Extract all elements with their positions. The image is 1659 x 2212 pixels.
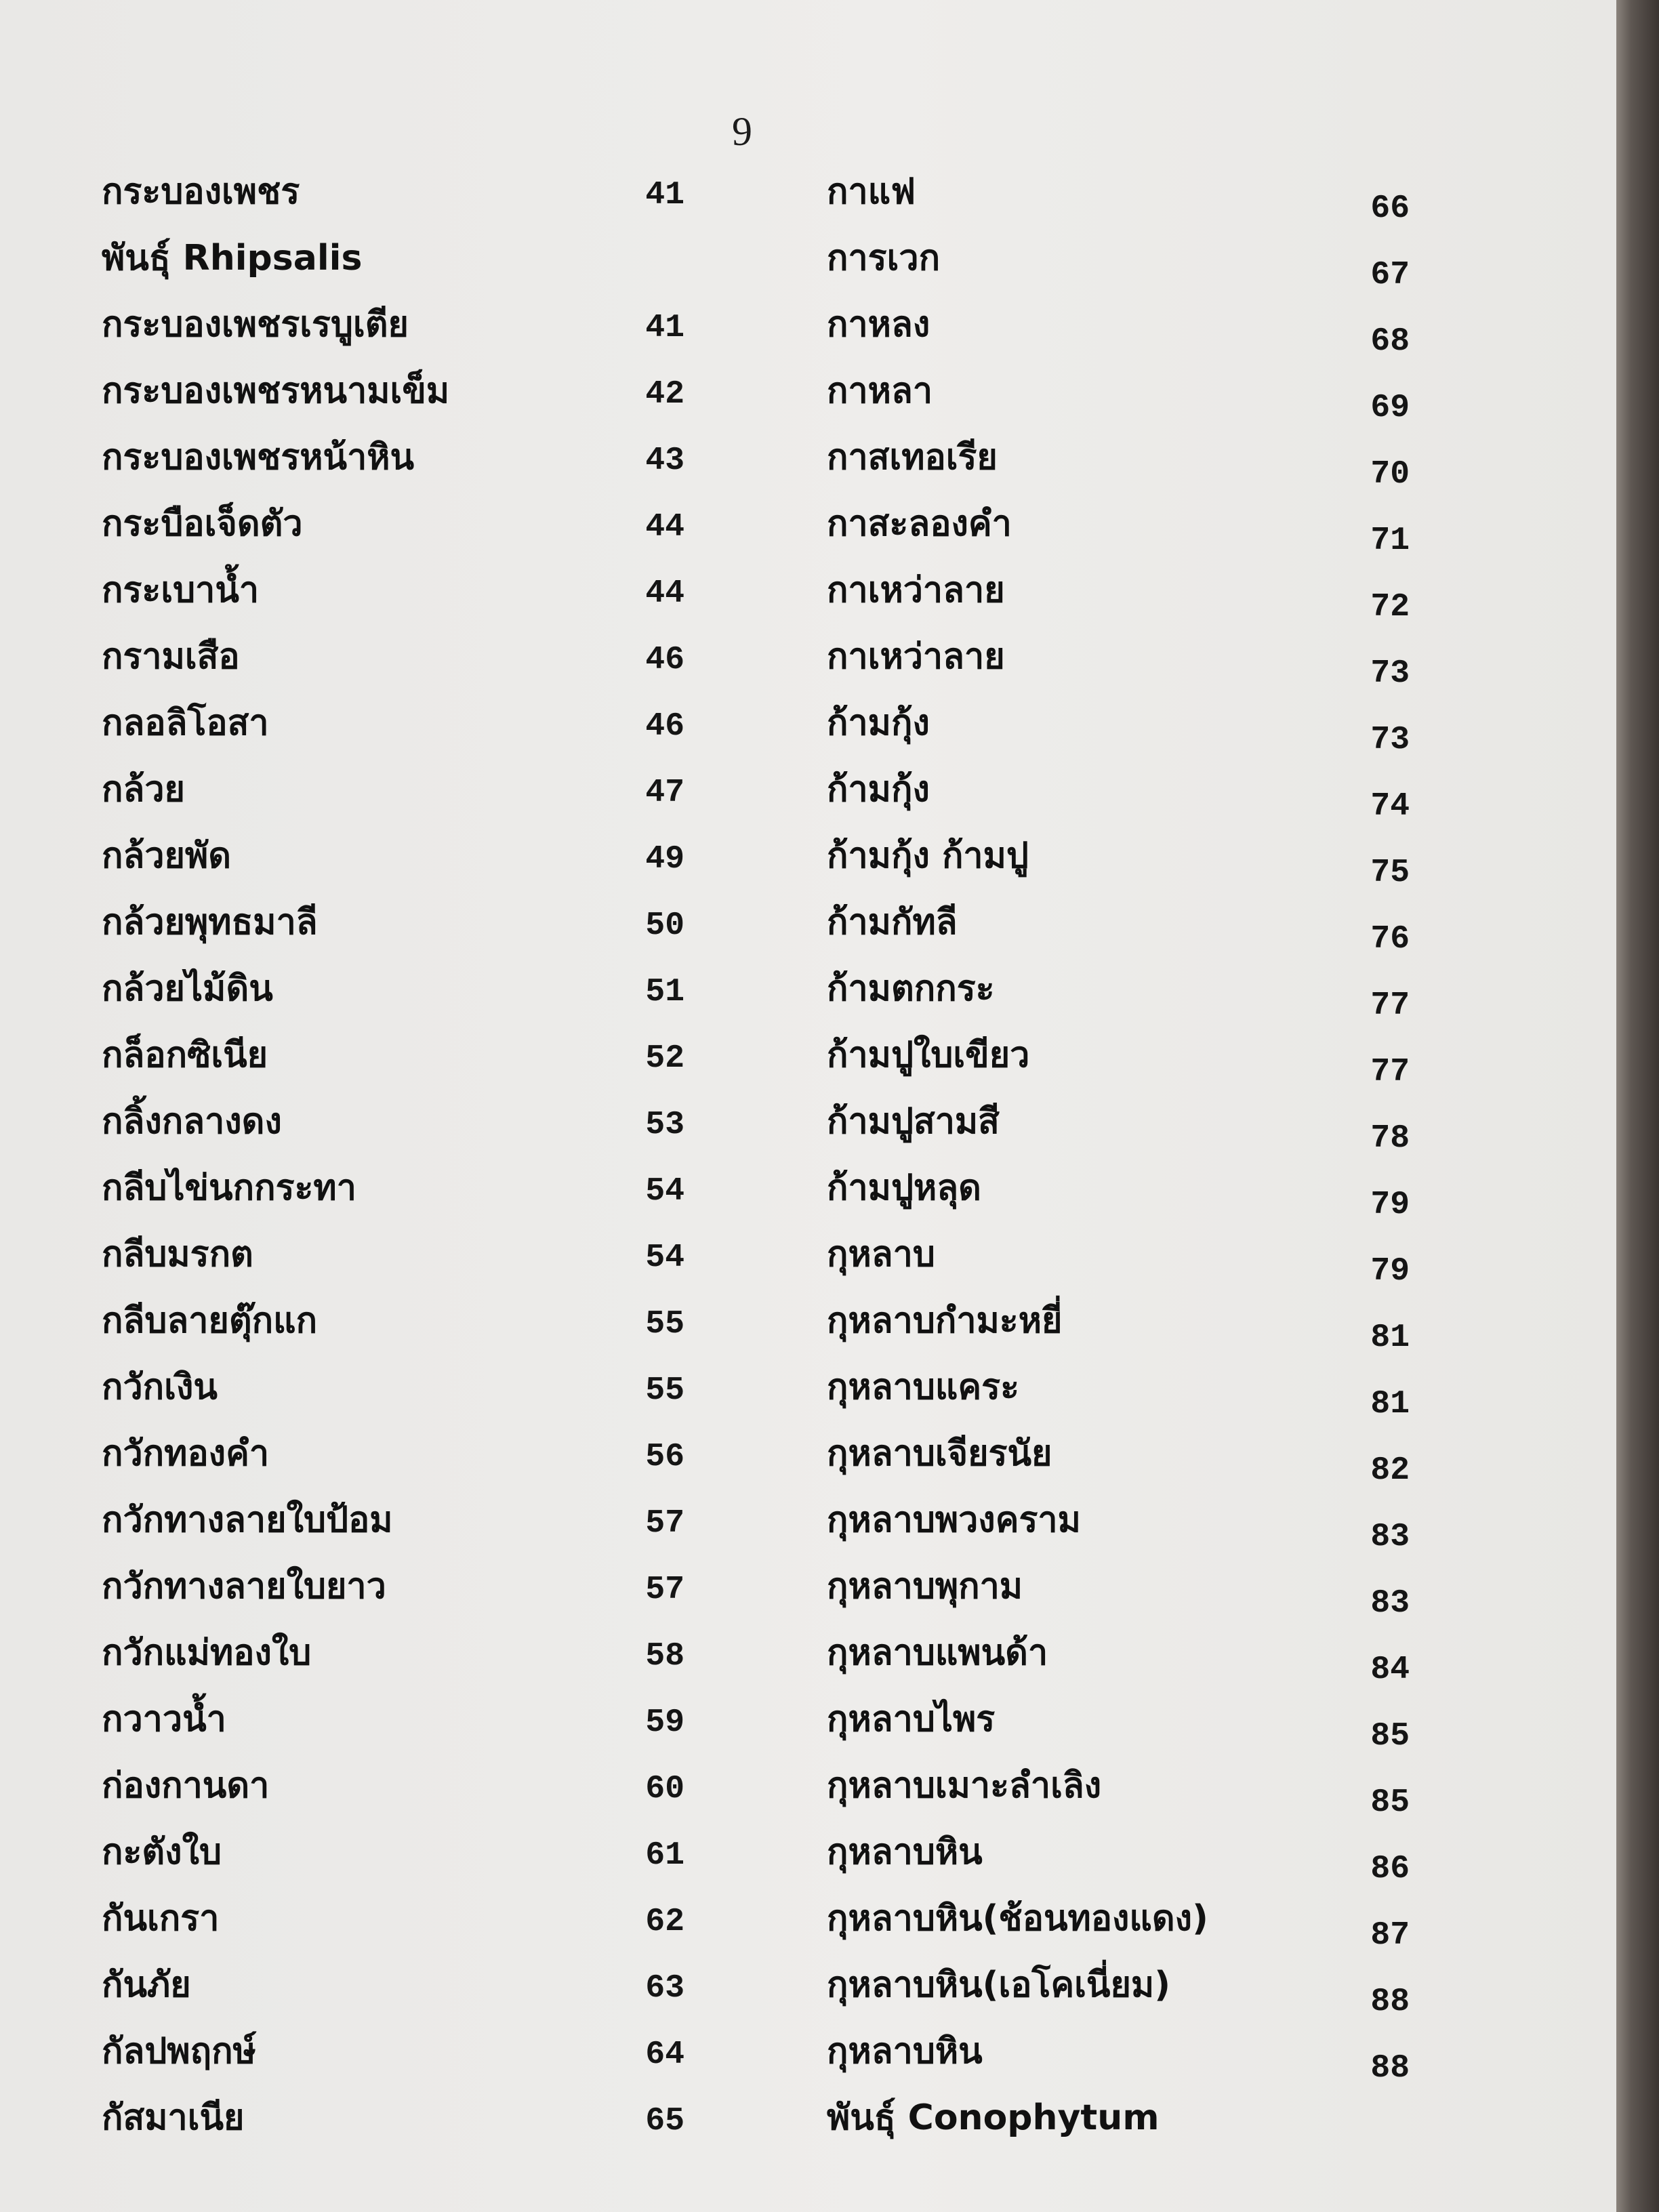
index-page-number: 82	[1370, 1452, 1410, 1489]
index-page-number: 71	[1370, 523, 1410, 559]
index-page-number: 50	[645, 907, 684, 944]
index-entry	[102, 1956, 684, 2022]
index-page-number: 88	[1370, 2050, 1410, 2087]
index-entry	[827, 760, 1410, 827]
index-term: กวักทางลายใบยาว	[102, 1566, 386, 1607]
index-page-number: 78	[1370, 1120, 1410, 1157]
index-page-number: 42	[645, 376, 684, 413]
index-term: กุหลาบเมาะลำเลิง	[827, 1765, 1102, 1806]
index-page-number: 44	[645, 509, 684, 546]
index-entry	[827, 295, 1410, 362]
index-entry	[102, 1690, 684, 1757]
index-entry	[102, 1159, 684, 1225]
index-term: กล้วย	[102, 769, 186, 810]
index-page-number: 46	[645, 708, 684, 745]
index-entry	[102, 229, 684, 295]
index-term: พันธุ์ Rhipsalis	[102, 238, 363, 279]
index-page-number: 79	[1370, 1253, 1410, 1290]
index-page-number: 85	[1370, 1784, 1410, 1821]
index-term: กะตังใบ	[102, 1832, 222, 1872]
index-column-left	[102, 163, 684, 2155]
index-term: กล็อกซิเนีย	[102, 1035, 268, 1076]
index-entry	[827, 1956, 1410, 2022]
index-entry	[827, 1292, 1410, 1358]
index-entry	[827, 362, 1410, 428]
index-term: กาสเทอเรีย	[827, 437, 998, 478]
index-term: กุหลาบหิน(เอโคเนี่ยม)	[827, 1965, 1170, 2005]
index-entry	[102, 495, 684, 561]
index-entry	[827, 428, 1410, 495]
index-page-number: 62	[645, 1904, 684, 1940]
index-entry	[827, 1225, 1410, 1292]
index-term: กระเบาน้ำ	[102, 570, 260, 611]
index-entry	[102, 362, 684, 428]
index-entry	[827, 1624, 1410, 1690]
index-term: กาหลา	[827, 371, 933, 411]
index-term: กาสะลองคำ	[827, 504, 1012, 544]
index-term: กุหลาบเจียรนัย	[827, 1433, 1052, 1474]
index-page-number: 81	[1370, 1319, 1410, 1356]
index-page-number: 83	[1370, 1519, 1410, 1555]
index-page-number: 41	[645, 177, 684, 213]
index-entry	[827, 628, 1410, 694]
index-page-number: 54	[645, 1173, 684, 1210]
index-entry	[102, 1557, 684, 1624]
index-page-number: 74	[1370, 788, 1410, 825]
index-page-number: 70	[1370, 456, 1410, 493]
index-entry	[102, 694, 684, 760]
index-page-number: 79	[1370, 1187, 1410, 1223]
index-entry	[102, 1292, 684, 1358]
background-edge	[1616, 0, 1659, 2212]
index-term: กล้วยไม้ดิน	[102, 968, 273, 1009]
index-term: กระบือเจ็ดตัว	[102, 504, 303, 544]
index-entry	[827, 561, 1410, 628]
index-page-number: 87	[1370, 1917, 1410, 1954]
index-term: กวักทองคำ	[102, 1433, 270, 1474]
index-page-number: 77	[1370, 1054, 1410, 1090]
index-column-right	[827, 163, 1410, 2155]
index-entry	[102, 1757, 684, 1823]
index-entry	[102, 561, 684, 628]
index-page-number: 66	[1370, 190, 1410, 227]
index-term: กาแฟ	[827, 171, 916, 212]
index-term: กุหลาบพุกาม	[827, 1566, 1023, 1607]
index-page-number: 57	[645, 1505, 684, 1542]
index-page-number: 60	[645, 1771, 684, 1807]
index-page-number: 76	[1370, 921, 1410, 958]
index-term: กันเกรา	[102, 1898, 220, 1939]
index-term: กระบองเพชรหน้าหิน	[102, 437, 415, 478]
index-term: ก่องกานดา	[102, 1765, 270, 1806]
index-term: กวักแม่ทองใบ	[102, 1633, 312, 1673]
index-term: กุหลาบหิน	[827, 2031, 983, 2072]
index-entry	[827, 2089, 1410, 2155]
index-term: กวักทางลายใบป้อม	[102, 1500, 393, 1540]
index-page-number: 77	[1370, 987, 1410, 1024]
index-entry	[827, 1889, 1410, 1956]
index-entry	[102, 628, 684, 694]
index-entry	[827, 495, 1410, 561]
index-entry	[102, 1889, 684, 1956]
index-entry	[827, 229, 1410, 295]
index-term: กรามเสือ	[102, 636, 240, 677]
index-entry	[827, 1092, 1410, 1159]
index-term: กล้วยพัด	[102, 836, 232, 876]
index-term: กวาวน้ำ	[102, 1699, 226, 1740]
index-page-number: 63	[645, 1970, 684, 2007]
index-entry	[827, 960, 1410, 1026]
index-entry	[827, 1358, 1410, 1425]
index-term: การเวก	[827, 238, 941, 279]
index-page-number: 83	[1370, 1585, 1410, 1622]
index-term: ก้ามกุ้ง ก้ามปู	[827, 836, 1029, 876]
index-entry	[827, 1491, 1410, 1557]
index-entry	[827, 1026, 1410, 1092]
index-term: กุหลาบแคระ	[827, 1367, 1019, 1408]
index-entry	[102, 428, 684, 495]
index-entry	[102, 1624, 684, 1690]
index-term: ก้ามปูหลุด	[827, 1168, 981, 1208]
index-term: กุหลาบหิน	[827, 1832, 983, 1872]
index-page-number: 84	[1370, 1652, 1410, 1688]
index-page-number: 49	[645, 841, 684, 878]
index-page-number: 46	[645, 642, 684, 678]
index-term: กาเหว่าลาย	[827, 570, 1005, 611]
index-term: กุหลาบ	[827, 1234, 935, 1275]
index-page-number: 53	[645, 1107, 684, 1143]
index-page-number: 86	[1370, 1851, 1410, 1887]
index-page-number: 73	[1370, 722, 1410, 758]
index-page-number: 72	[1370, 589, 1410, 626]
index-entry	[102, 1092, 684, 1159]
index-term: กลีบมรกต	[102, 1234, 253, 1275]
index-term: พันธุ์ Conophytum	[827, 2097, 1160, 2138]
index-term: กลีบลายตุ๊กแก	[102, 1300, 318, 1341]
index-page-number: 69	[1370, 390, 1410, 426]
index-entry	[827, 827, 1410, 893]
index-page-number: 68	[1370, 323, 1410, 360]
index-page-number: 41	[645, 310, 684, 346]
index-page-number: 73	[1370, 655, 1410, 692]
index-page-number: 44	[645, 575, 684, 612]
index-page-number: 64	[645, 2036, 684, 2073]
index-term: กลอลิโอสา	[102, 703, 269, 743]
index-page-number: 59	[645, 1704, 684, 1741]
index-entry	[827, 1425, 1410, 1491]
index-entry	[102, 163, 684, 229]
index-page-number: 47	[645, 775, 684, 811]
index-page-number: 81	[1370, 1386, 1410, 1422]
index-term: กัลปพฤกษ์	[102, 2031, 256, 2072]
index-entry	[827, 893, 1410, 960]
index-term: กวักเงิน	[102, 1367, 218, 1408]
index-page-number: 88	[1370, 1984, 1410, 2020]
index-entry	[827, 1823, 1410, 1889]
index-entry	[102, 2089, 684, 2155]
index-entry	[102, 1225, 684, 1292]
index-entry	[827, 1690, 1410, 1757]
index-entry	[827, 1757, 1410, 1823]
index-entry	[102, 1358, 684, 1425]
index-page-number: 65	[645, 2103, 684, 2139]
index-entry	[102, 827, 684, 893]
index-term: กระบองเพชร	[102, 171, 300, 212]
index-entry	[827, 1557, 1410, 1624]
index-term: กัสมาเนีย	[102, 2097, 245, 2138]
index-term: กาเหว่าลาย	[827, 636, 1005, 677]
index-page-number: 55	[645, 1306, 684, 1343]
index-term: ก้ามปูใบเขียว	[827, 1035, 1030, 1076]
index-page-number: 54	[645, 1240, 684, 1276]
index-term: กุหลาบหิน(ช้อนทองแดง)	[827, 1898, 1208, 1939]
index-page-number: 51	[645, 974, 684, 1010]
index-page-number: 61	[645, 1837, 684, 1874]
index-entry	[102, 760, 684, 827]
index-entry	[827, 694, 1410, 760]
index-term: กุหลาบไพร	[827, 1699, 996, 1740]
index-term: กุหลาบพวงคราม	[827, 1500, 1081, 1540]
index-term: ก้ามกุ้ง	[827, 703, 930, 743]
index-term: กระบองเพชรเรบูเตีย	[102, 304, 409, 345]
index-page-number: 56	[645, 1439, 684, 1475]
index-page-number: 75	[1370, 855, 1410, 891]
index-term: ก้ามกัทลี	[827, 902, 958, 943]
index-page-number: 67	[1370, 257, 1410, 293]
index-entry	[102, 2022, 684, 2089]
index-entry	[102, 1425, 684, 1491]
index-entry	[827, 1159, 1410, 1225]
index-page-number: 55	[645, 1372, 684, 1409]
index-term: กระบองเพชรหนามเข็ม	[102, 371, 450, 411]
index-page-number: 85	[1370, 1718, 1410, 1755]
index-page-number: 58	[645, 1638, 684, 1675]
index-page-number: 43	[645, 443, 684, 479]
index-term: ก้ามกุ้ง	[827, 769, 930, 810]
index-term: ก้ามตกกระ	[827, 968, 995, 1009]
page-number: 9	[732, 109, 752, 154]
index-term: กลิ้งกลางดง	[102, 1101, 282, 1142]
index-entry	[102, 295, 684, 362]
index-entry	[102, 1491, 684, 1557]
index-term: กันภัย	[102, 1965, 191, 2005]
index-page-number: 57	[645, 1572, 684, 1608]
index-entry	[102, 893, 684, 960]
index-page-number: 52	[645, 1040, 684, 1077]
index-entry	[827, 2022, 1410, 2089]
index-term: กุหลาบแพนด้า	[827, 1633, 1048, 1673]
index-term: ก้ามปูสามสี	[827, 1101, 1000, 1142]
index-entry	[102, 1026, 684, 1092]
index-entry	[102, 960, 684, 1026]
index-term: กาหลง	[827, 304, 930, 345]
index-term: กลีบไข่นกกระทา	[102, 1168, 356, 1208]
index-term: กล้วยพุทธมาลี	[102, 902, 318, 943]
index-entry	[102, 1823, 684, 1889]
index-term: กุหลาบกำมะหยี่	[827, 1300, 1063, 1341]
index-entry	[827, 163, 1410, 229]
